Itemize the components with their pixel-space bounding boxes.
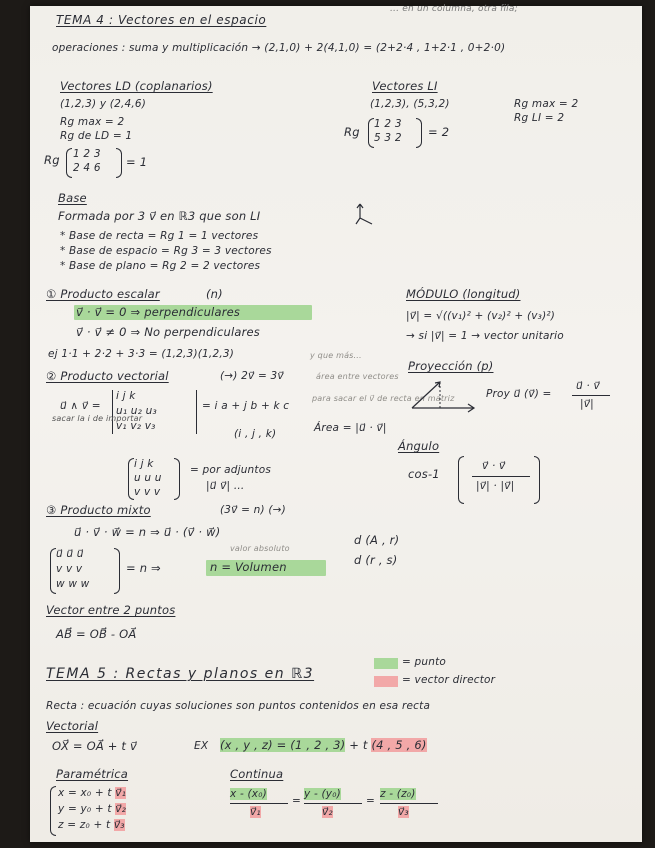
base-bullet-plano: * Base de plano = Rg 2 = 2 vectores [60,260,261,272]
legend-point: = punto [402,656,447,668]
base-line: Formada por 3 v⃗ en ℝ3 que son LI [58,209,261,223]
vectorial-note: área entre vectores [316,372,399,381]
proyeccion-formula: Proy u⃗ (v⃗) = [486,388,552,400]
continua-eq1: = [292,795,301,807]
parametrica-brace [50,786,56,836]
adj-row1: i j k [134,458,154,470]
proyeccion-den: |v⃗| [580,398,594,410]
base-bullet-espacio: * Base de espacio = Rg 3 = 3 vectores [60,245,272,257]
param-row-y: y = y₀ + t v⃗₂ [58,803,127,815]
vectorial-area: Área = |u⃗ · v⃗| [314,422,387,434]
det-bar-left [112,390,113,434]
mixto-symbol: (3v⃗ = n) (→) [220,504,286,516]
vectorial-eq-title: Vectorial [46,719,99,733]
det-bar-right [196,390,197,434]
adjuntos-text: = por adjuntos [190,464,272,476]
ld-vectors: (1,2,3) y (2,4,6) [60,98,147,110]
mixto-row1: u⃗ u⃗ u⃗ [56,548,84,560]
recta-definition: Recta : ecuación cuyas soluciones son puntos contenidos en esa recta [46,700,431,712]
param-vec1-highlight: v⃗₁ [115,787,127,799]
continua-num2: y - (y₀) [304,788,341,800]
tema5-title: TEMA 5 : Rectas y planos en ℝ3 [46,666,315,682]
angulo-cos: cos-1 [408,467,440,481]
entre-puntos-formula: AB⃗ = OB⃗ - OA⃗ [56,627,137,641]
modulo-formula: |v⃗| = √((v₁)² + (v₂)² + (v₃)²) [406,310,556,322]
continua-num1: x - (x₀) [230,788,267,800]
mixto-note: valor absoluto [230,544,290,553]
param-vec3-highlight: v⃗₃ [113,819,125,831]
li-matrix-label: Rg [344,125,360,139]
axes-sketch-icon [354,202,376,226]
li-title: Vectores LI [372,79,438,93]
ld-rg: Rg de LD = 1 [60,130,133,142]
continua-bar1 [230,803,288,804]
mixto-title: ③ Producto mixto [46,503,151,517]
li-matrix-row1: 1 2 3 [374,118,402,130]
continua-den2: v⃗₂ [322,806,333,818]
li-matrix-bracket-right [416,118,422,148]
ld-rgmax: Rg max = 2 [60,116,125,128]
vectorial-eq-example-prefix: EX [194,740,209,752]
li-vectors: (1,2,3), (5,3,2) [370,98,450,110]
adj-row2: u u u [134,472,162,484]
vectorial-eq-example-point [220,739,427,752]
escalar-example: ej 1·1 + 2·2 + 3·3 = (1,2,3)(1,2,3) [48,348,235,360]
legend-vector: = vector director [402,674,496,686]
escalar-title: ① Producto escalar [46,287,160,301]
angulo-num: v⃗ · v⃗ [482,460,506,472]
ld-matrix-label: Rg [44,153,60,167]
vectorial-title: ② Producto vectorial [46,369,169,383]
adj-row3: v v v [134,486,161,498]
legend-vector-swatch [374,676,398,687]
tema4-title: TEMA 4 : Vectores en el espacio [56,13,267,27]
angulo-fraction-bar [472,476,530,477]
escalar-no-perp: v⃗ · v⃗ ≠ 0 ⇒ No perpendiculares [76,325,260,339]
notebook-page [30,6,642,842]
continua-eq2: = [366,795,375,807]
legend-point-swatch [374,658,398,669]
modulo-unitario: → si |v⃗| = 1 → vector unitario [406,330,564,342]
escalar-symbol: (n) [206,287,223,301]
vectorial-side-note: sacar la i de importar [52,414,143,423]
angulo-den: |v⃗| · |v⃗| [476,480,515,492]
continua-den3: v⃗₃ [398,806,409,818]
continua-bar3 [380,803,438,804]
continua-bar2 [304,803,362,804]
det-row3: v₁ v₂ v₃ [116,420,156,432]
example-vector-highlight: (4 , 5 , 6) [371,738,427,752]
ld-title: Vectores LD (coplanarios) [60,79,213,93]
mixto-matrix-bracket-right [114,548,120,594]
adjuntos-uv: |u⃗ v⃗| ... [206,480,245,492]
proyeccion-title: Proyección (p) [408,359,494,373]
li-matrix-row2: 5 3 2 [374,132,402,144]
ld-matrix-bracket-right [116,148,122,178]
vectorial-arrow: (→) 2v⃗ = 3v⃗ [220,370,284,382]
ld-matrix-row2: 2 4 6 [73,162,101,174]
angulo-paren-left [458,456,464,504]
vectorial-ijk: (i , j , k) [234,428,277,440]
ld-matrix-row1: 1 2 3 [73,148,101,160]
escalar-perp: v⃗ · v⃗ = 0 ⇒ perpendiculares [76,305,241,319]
ld-matrix-bracket-left [66,148,72,178]
li-rgmax: Rg max = 2 [514,98,579,110]
example-point-highlight: (x , y , z) = (1 , 2 , 3) [220,738,346,752]
parametrica-title: Paramétrica [56,767,129,781]
top-overflow-text: ... en un columna, otra fila; [390,4,518,14]
mixto-eq: = n ⇒ [126,561,161,575]
li-rg: Rg LI = 2 [514,112,565,124]
proyeccion-fraction-bar [572,395,610,396]
modulo-title: MÓDULO (longitud) [406,287,521,301]
continua-title: Continua [230,767,284,781]
mixto-volumen: n = Volumen [210,560,287,574]
param-row-z: z = z₀ + t v⃗₃ [58,819,125,831]
dist-a-r: d (A , r) [354,533,400,547]
det-row1: i j k [116,390,136,402]
example-plus-t: + t [349,738,368,752]
operaciones-line: operaciones : suma y multiplicación → (2,1,0) + 2(4,1,0) = (2+2·4 , 1+2·1 , 0+2·0) [52,42,506,54]
ld-matrix-result: = 1 [126,155,148,169]
entre-puntos-title: Vector entre 2 puntos [46,603,176,617]
vectorial-eq-formula: OX⃗ = OA⃗ + t v⃗ [52,739,138,753]
li-matrix-result: = 2 [428,125,450,139]
mixto-line1: u⃗ · v⃗ · w⃗ = n ⇒ u⃗ · (v⃗ · w⃗) [74,525,221,539]
projection-diagram-icon [408,374,480,414]
mixto-row3: w w w [56,578,90,590]
adj-bar-right [174,458,180,500]
angulo-paren-right [534,456,540,504]
base-bullet-recta: * Base de recta = Rg 1 = 1 vectores [60,230,259,242]
angulo-title: Ángulo [398,439,440,453]
continua-num3: z - (z₀) [380,788,416,800]
det-row2: u₁ u₂ u₃ [116,405,157,417]
vectorial-lhs: u⃗ ∧ v⃗ = [60,400,101,412]
dist-r-s: d (r , s) [354,553,398,567]
base-title: Base [58,191,87,205]
escalar-note: y que más... [310,351,362,360]
param-row-x: x = x₀ + t v⃗₁ [58,787,127,799]
mixto-row2: v v v [56,563,83,575]
vectorial-sacar-note: para sacar el v⃗ de recta en matriz [312,394,455,403]
proyeccion-num: u⃗ · v⃗ [576,380,600,392]
vectorial-rhs: = i a + j b + k c [202,400,290,412]
continua-den1: v⃗₁ [250,806,261,818]
param-vec2-highlight: v⃗₂ [115,803,127,815]
